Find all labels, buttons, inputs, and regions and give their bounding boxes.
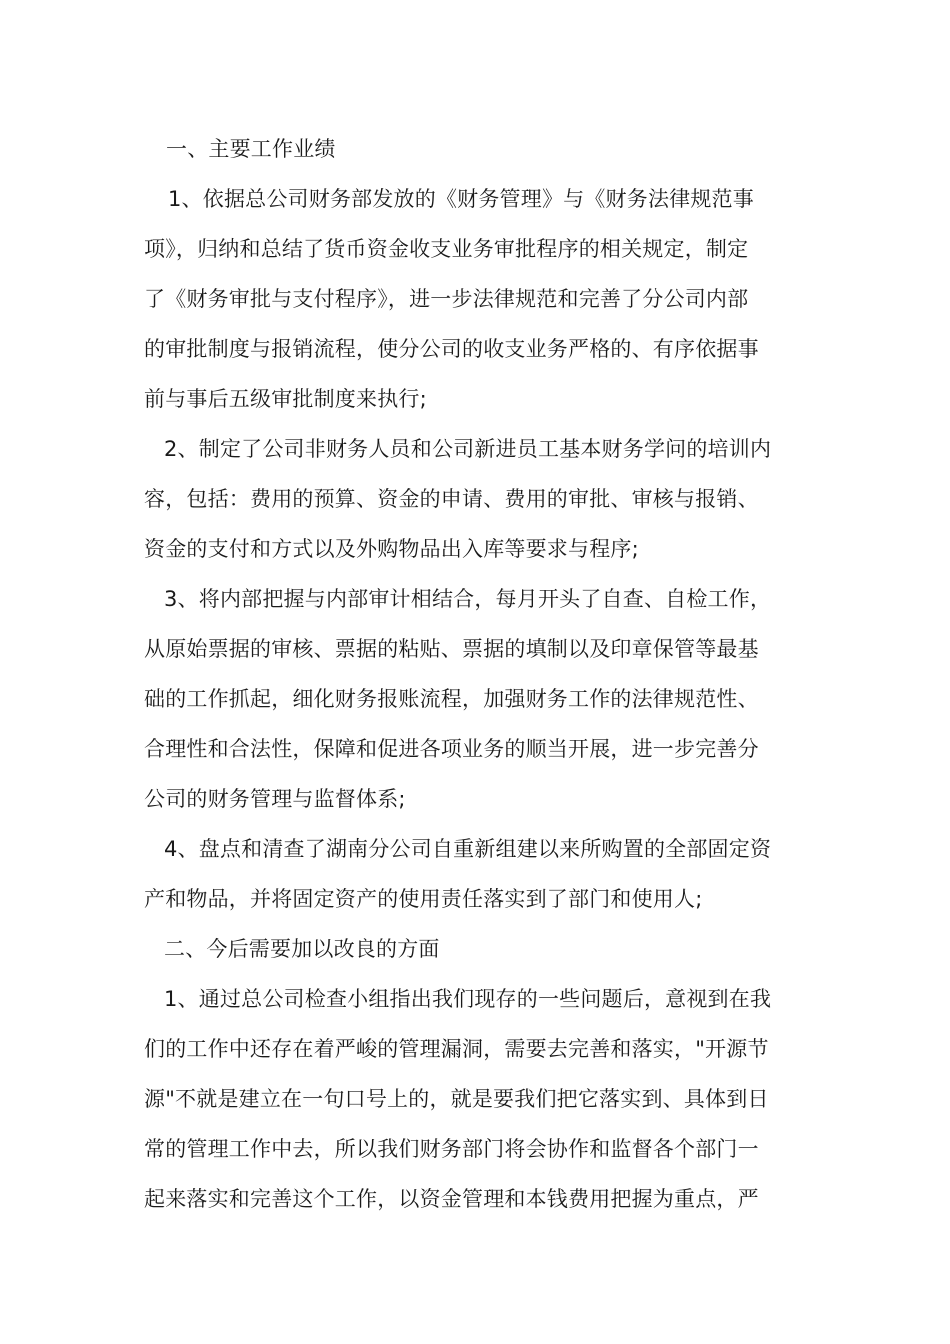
paragraph-line: 的审批制度与报销流程，使分公司的收支业务严格的、有序依据事 bbox=[144, 337, 759, 361]
paragraph-line: 础的工作抓起，细化财务报账流程，加强财务工作的法律规范性、 bbox=[144, 687, 759, 711]
section-heading-improvements: 二、今后需要加以改良的方面 bbox=[164, 937, 440, 961]
paragraph-line: 们的工作中还存在着严峻的管理漏洞，需要去完善和落实，"开源节 bbox=[144, 1037, 769, 1061]
paragraph-line: 3、将内部把握与内部审计相结合，每月开头了自查、自检工作， bbox=[164, 587, 772, 611]
paragraph-line: 从原始票据的审核、票据的粘贴、票据的填制以及印章保管等最基 bbox=[144, 637, 759, 661]
paragraph-line: 1、通过总公司检查小组指出我们现存的一些问题后，意视到在我 bbox=[164, 987, 772, 1011]
section-heading-achievements: 一、主要工作业绩 bbox=[166, 137, 336, 161]
paragraph-line: 公司的财务管理与监督体系; bbox=[144, 787, 406, 811]
paragraph-line: 合理性和合法性，保障和促进各项业务的顺当开展，进一步完善分 bbox=[144, 737, 759, 761]
paragraph-line: 常的管理工作中去，所以我们财务部门将会协作和监督各个部门一 bbox=[144, 1137, 759, 1161]
paragraph-line: 4、盘点和清查了湖南分公司自重新组建以来所购置的全部固定资 bbox=[164, 837, 772, 861]
paragraph-line: 起来落实和完善这个工作，以资金管理和本钱费用把握为重点，严 bbox=[144, 1187, 759, 1211]
paragraph-line: 源"不就是建立在一句口号上的，就是要我们把它落实到、具体到日 bbox=[144, 1087, 769, 1111]
paragraph-line: 1、依据总公司财务部发放的《财务管理》与《财务法律规范事 bbox=[168, 187, 754, 211]
paragraph-line: 前与事后五级审批制度来执行; bbox=[144, 387, 427, 411]
paragraph-line: 资金的支付和方式以及外购物品出入库等要求与程序; bbox=[144, 537, 639, 561]
paragraph-line: 产和物品，并将固定资产的使用责任落实到了部门和使用人; bbox=[144, 887, 703, 911]
paragraph-line: 了《财务审批与支付程序》，进一步法律规范和完善了分公司内部 bbox=[144, 287, 749, 311]
paragraph-line: 容，包括：费用的预算、资金的申请、费用的审批、审核与报销、 bbox=[144, 487, 759, 511]
paragraph-line: 2、制定了公司非财务人员和公司新进员工基本财务学问的培训内 bbox=[164, 437, 772, 461]
paragraph-line: 项》，归纳和总结了货币资金收支业务审批程序的相关规定，制定 bbox=[144, 237, 749, 261]
